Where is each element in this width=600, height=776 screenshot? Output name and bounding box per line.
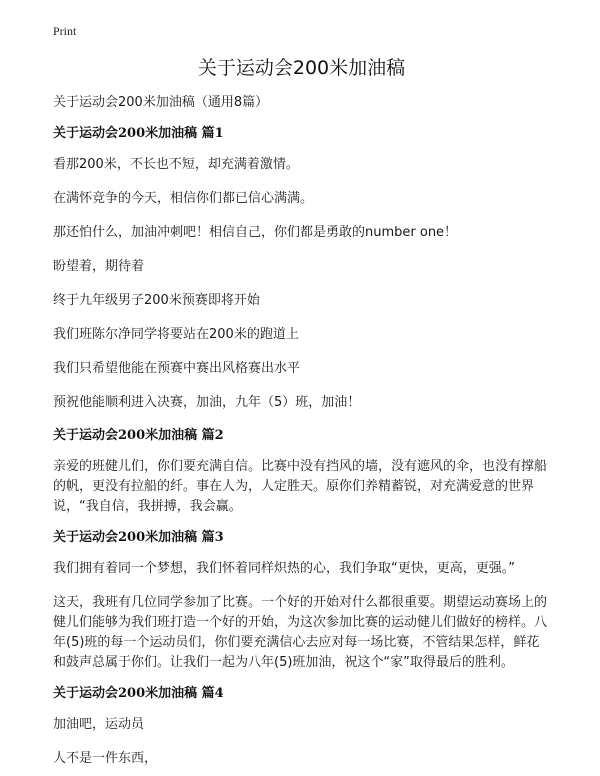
- paragraph: 加油吧，运动员: [53, 717, 145, 732]
- section-4: [53, 685, 550, 769]
- paragraph: 这天，我班有几位同学参加了比赛。一个好的开始对什么都很重要。期望运动赛场上的健儿们能够为我们班打造一个好的开始，为这次参加比赛的运动健儿们做好的榜样。八年(5)班的每一个运动员们，你们要充满信心去应对每一场比赛，不管结果怎样，鲜花和鼓声总属于你们。让我们一起为八年(5)班加油，祝这个“家”取得最后的胜利。: [53, 595, 548, 670]
- paragraph: 那还怕什么，加油冲刺吧！相信自己，你们都是勇敢的number one！: [53, 225, 458, 240]
- section-3: [53, 529, 550, 673]
- section-heading: 关于运动会200米加油稿 篇3: [53, 530, 224, 545]
- section-heading: 关于运动会200米加油稿 篇4: [53, 686, 224, 701]
- paragraph: 终于九年级男子200米预赛即将开始: [53, 293, 260, 308]
- paragraph: 我们拥有着同一个梦想，我们怀着同样炽热的心，我们争取“更快，更高，更强。”: [53, 561, 515, 576]
- paragraph: 人不是一件东西，: [53, 751, 158, 766]
- paragraph: 看那200米，不长也不短，却充满着激情。: [53, 157, 299, 172]
- paragraph: 亲爱的班健儿们，你们要充满自信。比赛中没有挡风的墙，没有遮风的伞，也没有撑船的帆，更没有拉船的纤。事在人为，人定胜天。原你们养精蓄锐，对充满爱意的世界说，“我自信，我拼搏，我会赢。: [53, 459, 548, 514]
- section-heading: 关于运动会200米加油稿 篇2: [53, 428, 224, 443]
- document-title: 关于运动会200米加油稿: [197, 57, 406, 79]
- paragraph: 我们班陈尔净同学将要站在200米的跑道上: [53, 327, 299, 342]
- section-heading: 关于运动会200米加油稿 篇1: [53, 126, 224, 141]
- print-link[interactable]: Print: [53, 24, 77, 38]
- paragraph: 在满怀竞争的今天，相信你们都已信心满满。: [53, 191, 314, 206]
- document-subtitle: 关于运动会200米加油稿（通用8篇）: [53, 95, 269, 110]
- paragraph: 盼望着，期待着: [53, 259, 145, 274]
- section-2: [53, 427, 550, 517]
- paragraph: 预祝他能顺利进入决赛，加油，九年（5）班，加油！: [53, 395, 361, 410]
- section-1: [53, 125, 550, 413]
- paragraph: 我们只希望他能在预赛中赛出风格赛出水平: [53, 361, 301, 376]
